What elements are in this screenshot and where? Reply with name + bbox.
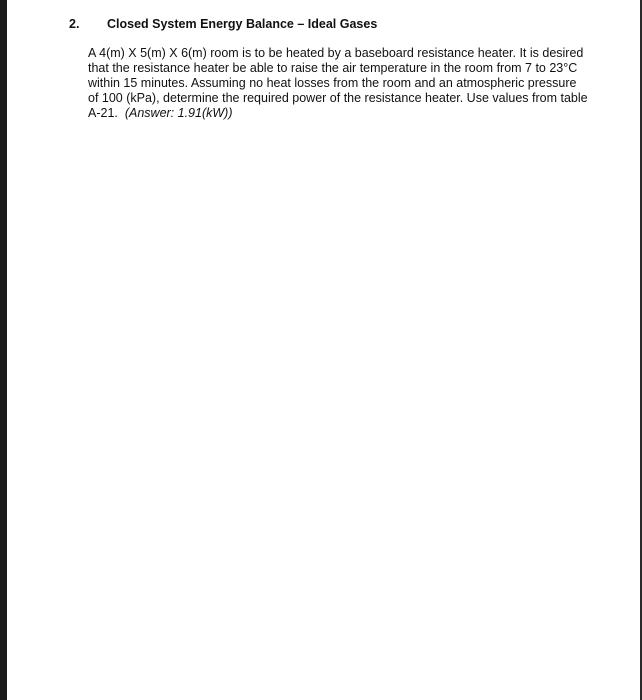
answer-text: (Answer: 1.91(kW))	[124, 106, 233, 120]
problem-line: that the resistance heater be able to raise the air temperature in the room from 7 to 23°C	[88, 61, 578, 75]
left-edge-bar	[0, 0, 7, 700]
problem-last-line	[88, 106, 608, 121]
problem-line: A-21.	[88, 106, 118, 120]
problem-title: Closed System Energy Balance – Ideal Gases	[107, 17, 378, 31]
problem-line: within 15 minutes. Assuming no heat losses from the room and an atmospheric pressure	[88, 76, 577, 90]
problem-line: of 100 (kPa), determine the required power of the resistance heater. Use values from table	[88, 91, 588, 105]
problem-statement	[88, 46, 608, 121]
problem-number: 2.	[69, 17, 80, 31]
problem-line: A 4(m) X 5(m) X 6(m) room is to be heated by a baseboard resistance heater. It is desired	[88, 46, 584, 60]
